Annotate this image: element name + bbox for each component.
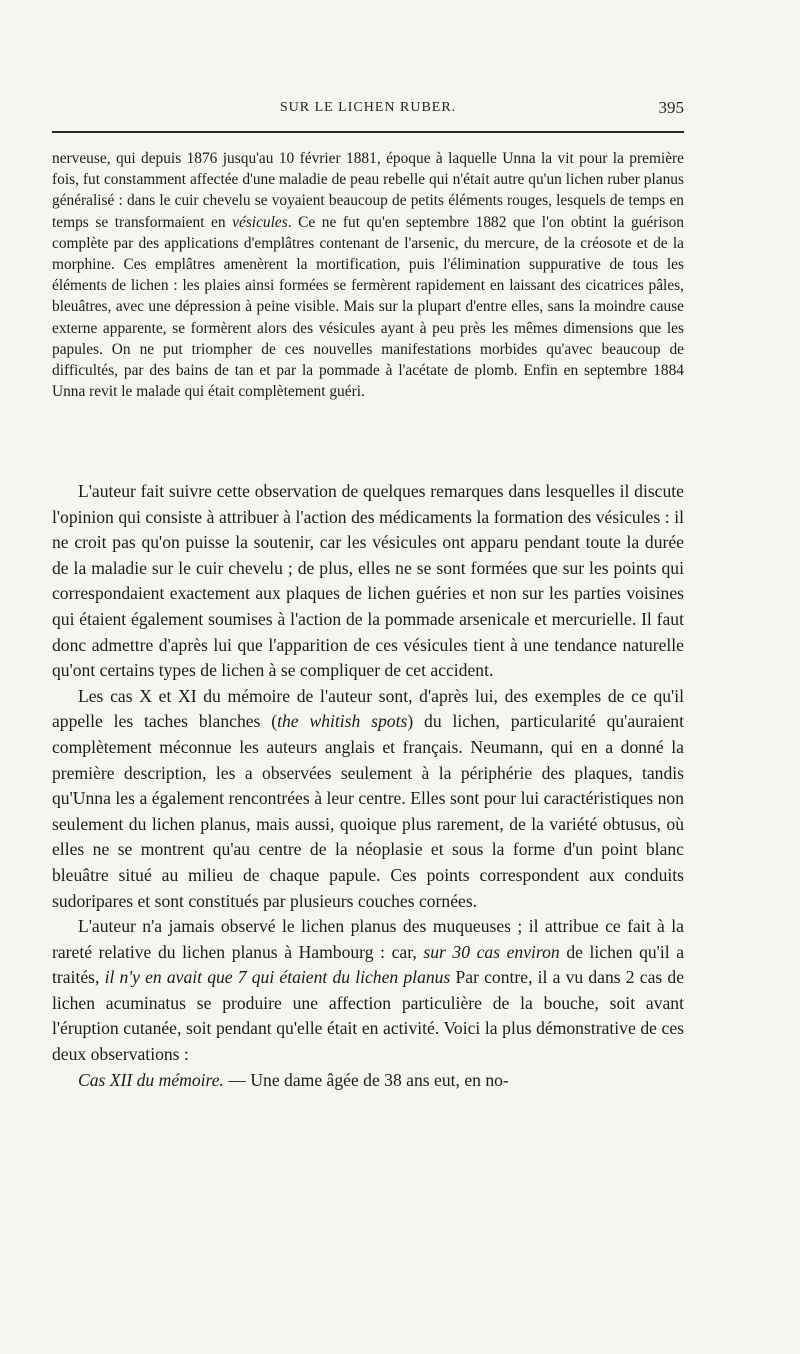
paragraph-mucous [52,914,684,1068]
emphasis-text: the whitish spots [277,711,408,732]
header-rule [52,131,684,133]
emphasis-text: il n'y en avait que 7 qui étaient du lichen planus [104,967,451,988]
paragraph-remarks: L'auteur fait suivre cette observation de quelques remarques dans lesquelles il discute l'opinion qui consiste à attribuer à l'action des médicaments la formation des vésicules : il ne croit pas qu'on puisse la soutenir, car les vésicules ont apparu pendant toute la durée de la maladie sur le cuir chevelu ; de plus, elles ne se sont formées que sur les points qui correspondaient exactement aux plaques de lichen guéries et non sur les parties voisines qui étaient également soumises à l'action de la pommade arsenicale et mercurielle. Il faut donc admettre d'après lui que l'apparition de ces vésicules tient à une tendance naturelle qu'ont certains types de lichen à se compliquer de cet accident. [52,481,684,681]
page-number: 395 [658,98,684,117]
paragraph-text: nerveuse, qui depuis 1876 jusqu'au 10 février 1881, époque à laquelle Unna la vit pour la première fois, fut constamment affectée d'une maladie de peau rebelle qui n'était autre qu'un lichen ruber planus généralisé : dans le cuir chevelu se voyaient beaucoup de petits éléments rouges, lesquels de temps en temps se transformaient en [52,150,684,231]
emphasis-text: vésicules [232,213,288,231]
paragraph-text: Par contre, il a vu dans 2 cas de lichen acuminatus se produire une affection particulière de la bouche, soit avant l'éruption cutanée, soit pendant qu'elle était en activité. Voici la plus démonstrative de ces deux observations : [52,967,684,1065]
paragraph-text: . Ce ne fut qu'en septembre 1882 que l'on obtint la guérison complète par des applications d'emplâtres contenant de l'arsenic, du mercure, de la créosote et de la morphine. Ces emplâtres amenèrent la mortification, puis l'élimination suppurative de tous les éléments de lichen : les plaies ainsi formées se fermèrent rapidement en laissant des cicatrices pâles, bleuâtres, avec une dépression à peine visible. Mais sur la plupart d'entre elles, sans la moindre cause externe apparente, se formèrent alors des vésicules ayant à peu près les mêmes dimensions que les papules. On ne put triompher de ces nouvelles manifestations morbides qu'avec beaucoup de difficultés, par des bains de tan et par la pommade à l'acétate de plomb. Enfin en septembre 1884 Unna revit le malade qui était complètement guéri. [52,213,684,401]
paragraph-text: — Une dame âgée de 38 ans eut, en no- [228,1069,509,1090]
case-heading: Cas XII du mémoire. [78,1069,224,1090]
paragraph-white-spots [52,684,684,914]
paragraph-case-summary [52,148,684,402]
paragraph-text: L'auteur n'a jamais observé le lichen planus des muqueuses ; il attribue ce fait à la rareté relative du lichen planus à Hambourg : car, [52,916,684,962]
paragraph-text: Les cas X et XI du mémoire de l'auteur sont, d'après lui, des exemples de ce qu'il appelle les taches blanches ( [52,685,684,732]
commentary-block [52,479,684,1093]
paragraph-case-xii [52,1068,684,1094]
page-header [52,100,684,120]
paragraph-text: ) du lichen, particularité qu'auraient complètement méconnue les auteurs anglais et français. Neumann, qui en a donné la première description, les a observées seulement à la périphérie des plaques, tandis qu'Unna les a également rencontrées à leur centre. Elles sont pour lui caractéristiques non seulement du lichen planus, mais aussi, quoique plus rarement, de la variété obtusus, où elles ne se montrent qu'au centre de la néoplasie et sous la forme d'un point blanc bleuâtre situé au milieu de chaque papule. Ces points correspondent aux conduits sudoripares et sont constitués par plusieurs couches cornées. [52,711,684,911]
running-title: SUR LE LICHEN RUBER. [279,100,457,115]
paragraph-text: de lichen qu'il a traités, [52,941,685,988]
emphasis-text: sur 30 cas environ [423,941,560,962]
